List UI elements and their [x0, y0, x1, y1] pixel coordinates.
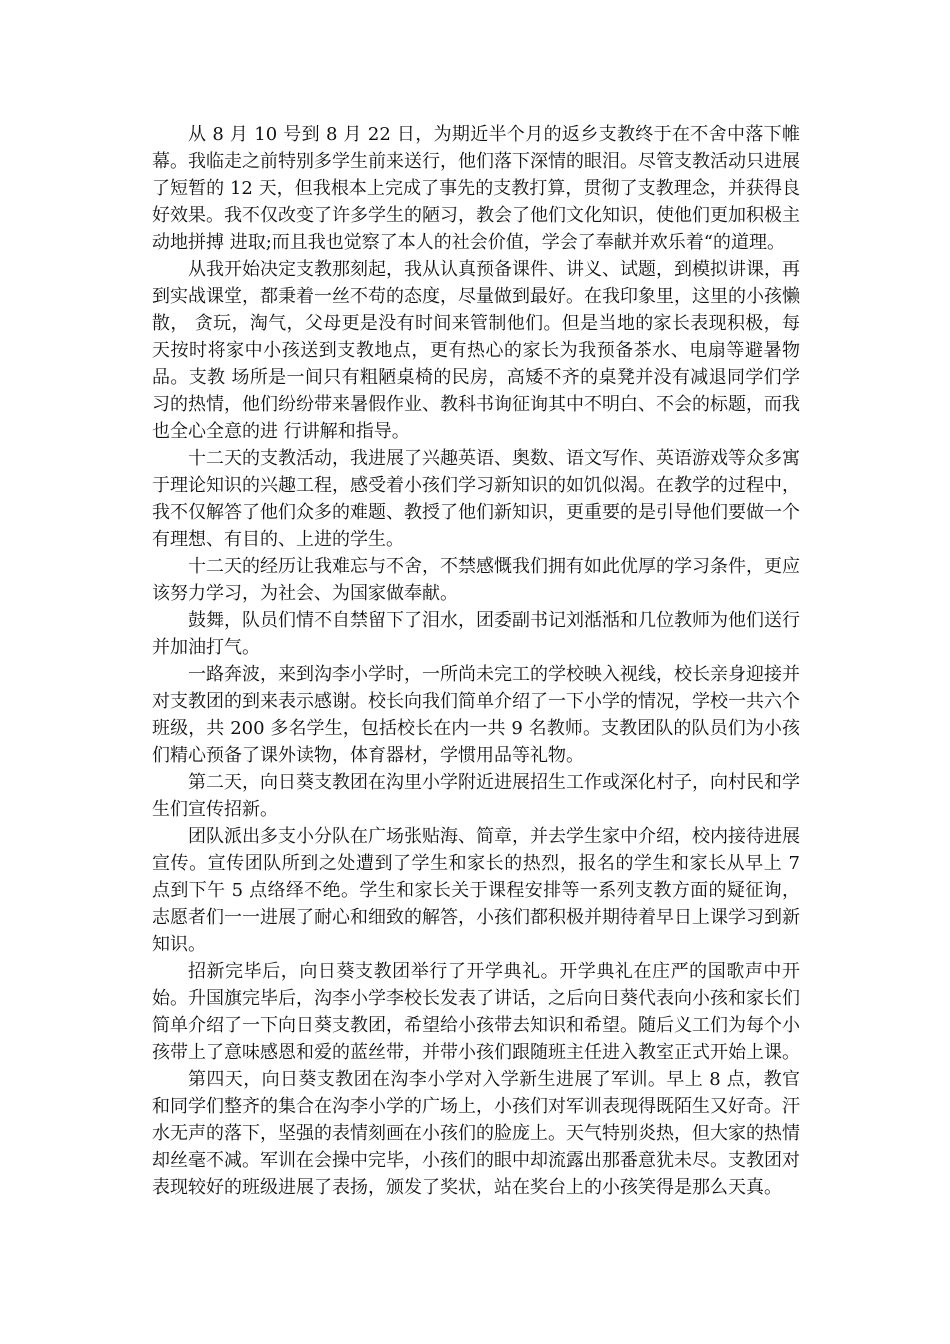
paragraph-6: 一路奔波，来到沟李小学时，一所尚未完工的学校映入视线，校长亲身迎接并对支教团的到来表示感谢。校长向我们简单介绍了一下小学的情况，学校一共六个班级，共 200 多名学生，包括校长在内一共 9 名教师。支教团队的队员们为小孩们精心预备了课外读物，体育器材，学惯用品等礼物。: [152, 664, 800, 766]
paragraph-4: 十二天的经历让我难忘与不舍，不禁感慨我们拥有如此优厚的学习条件，更应该努力学习，为社会、为国家做奉献。: [152, 556, 800, 604]
paragraph-9: 招新完毕后，向日葵支教团举行了开学典礼。开学典礼在庄严的国歌声中开始。升国旗完毕后，沟李小学李校长发表了讲话，之后向日葵代表向小孩和家长们简单介绍了一下向日葵支教团，希望给小孩带去知识和希望。随后义工们为每个小孩带上了意味感恩和爱的蓝丝带，并带小孩们跟随班主任进入教室正式开始上课。: [152, 961, 800, 1063]
paragraph-8: 团队派出多支小分队在广场张贴海、简章，并去学生家中介绍，校内接待进展宣传。宣传团队所到之处遭到了学生和家长的热烈，报名的学生和家长从早上 7 点到下午 5 点络绎不绝。学生和家长关于课程安排等一系列支教方面的疑征询，志愿者们一一进展了耐心和细致的解答，小孩们都积极并期待着早日上课学习到新知识。: [152, 826, 800, 955]
paragraph-5: 鼓舞，队员们情不自禁留下了泪水，团委副书记刘湉湉和几位教师为他们送行并加油打气。: [152, 610, 800, 658]
paragraph-1: 从 8 月 10 号到 8 月 22 日，为期近半个月的返乡支教终于在不舍中落下帷幕。我临走之前特别多学生前来送行，他们落下深情的眼泪。尽管支教活动只进展了短暂的 12 天，但我根本上完成了事先的支教打算，贯彻了支教理念，并获得良好效果。我不仅改变了许多学生的陋习，教会了他们文化知识，使他们更加积极主动地拼搏 进取;而且我也觉察了本人的社会价值，学会了奉献并欢乐着“的道理。: [152, 124, 800, 253]
paragraph-10: 第四天，向日葵支教团在沟李小学对入学新生进展了军训。早上 8 点，教官和同学们整齐的集合在沟李小学的广场上，小孩们对军训表现得既陌生又好奇。汗水无声的落下，坚强的表情刻画在小孩们的脸庞上。天气特别炎热，但大家的热情却丝毫不减。军训在会操中完毕，小孩们的眼中却流露出那番意犹未尽。支教团对表现较好的班级进展了表扬，颁发了奖状，站在奖台上的小孩笑得是那么天真。: [152, 1069, 800, 1198]
paragraph-2: 从我开始决定支教那刻起，我从认真预备课件、讲义、试题，到模拟讲课，再到实战课堂，都秉着一丝不苟的态度，尽量做到最好。在我印象里，这里的小孩懒散， 贪玩，淘气，父母更是没有时间来管制他们。但是当地的家长表现积极，每天按时将家中小孩送到支教地点，更有热心的家长为我预备茶水、电扇等避暑物品。支教 场所是一间只有粗陋桌椅的民房，高矮不齐的桌凳并没有减退同学们学习的热情，他们纷纷带来暑假作业、教科书询征询其中不明白、不会的标题，而我也全心全意的进 行讲解和指导。: [152, 259, 800, 442]
document-body: [152, 121, 800, 1201]
paragraph-7: 第二天，向日葵支教团在沟里小学附近进展招生工作或深化村子，向村民和学生们宣传招新。: [152, 772, 800, 820]
paragraph-3: 十二天的支教活动，我进展了兴趣英语、奥数、语文写作、英语游戏等众多寓于理论知识的兴趣工程，感受着小孩们学习新知识的如饥似渴。在教学的过程中，我不仅解答了他们众多的难题、教授了他们新知识，更重要的是引导他们要做一个有理想、有目的、上进的学生。: [152, 448, 800, 550]
